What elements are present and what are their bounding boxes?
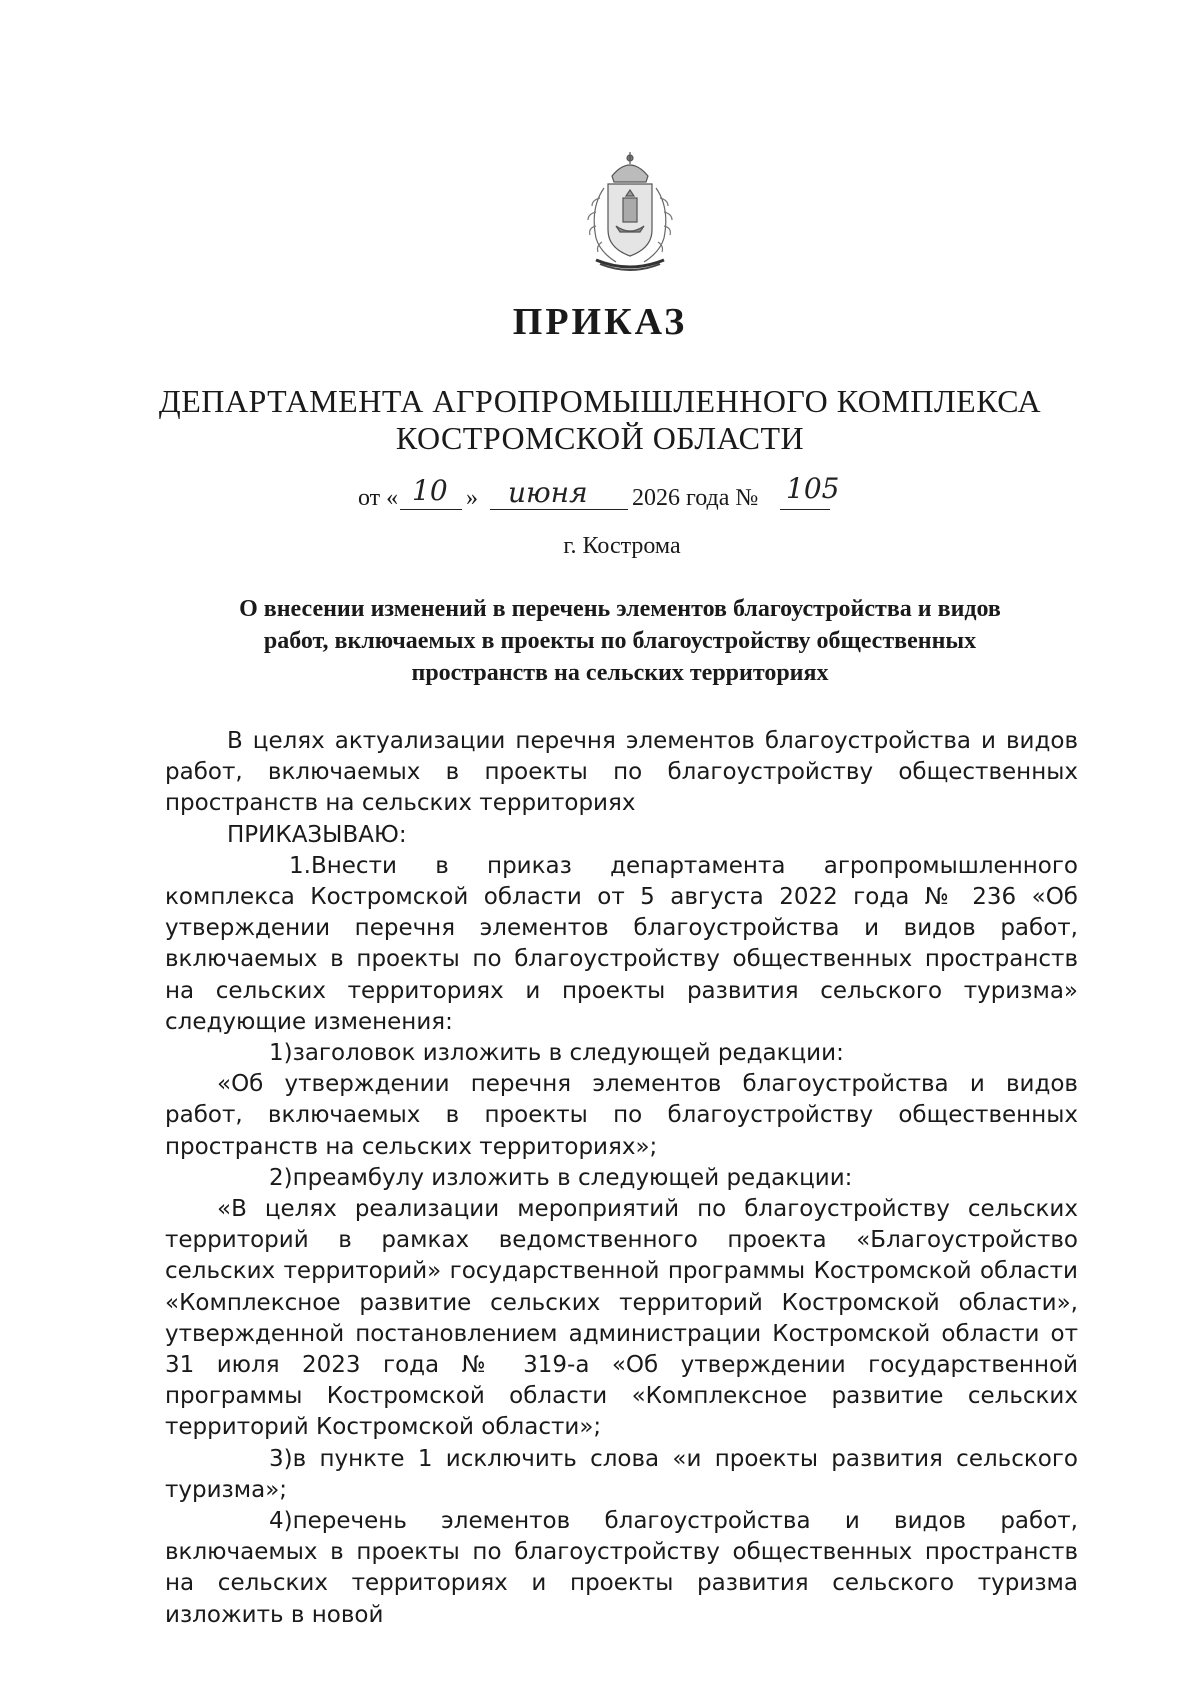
- subitem-3-number: 3): [269, 1445, 293, 1472]
- day-blank-line: [400, 509, 462, 510]
- item-1-number: 1.: [289, 852, 311, 879]
- item-1-paragraph: [165, 851, 1078, 1038]
- subitem-1-quote: «Об утверждении перечня элементов благоустройства и видов работ, включаемых в проекты по благоустройству общественных пространств на сельских территориях»;: [165, 1071, 1078, 1160]
- subitem-2-text: преамбулу изложить в следующей редакции:: [292, 1164, 853, 1191]
- item-1-text: Внести в приказ департамента агропромышленного комплекса Костромской области от 5 августа 2022 года № 236 «Об утверждении перечня элементов благоустройства и видов работ, включаемых в проекты по благоустройству общественных пространств на сельских территориях и проекты развития сельского туризма» следующие изменения:: [165, 852, 1078, 1035]
- city: г. Кострома: [563, 533, 681, 559]
- date-quote-close: »: [466, 485, 478, 511]
- subject-line: работ, включаемых в проекты по благоустройству общественных: [263, 628, 977, 654]
- month-blank-line: [490, 509, 628, 510]
- order-subject: [160, 593, 1080, 689]
- subitem-4-text: перечень элементов благоустройства и видов работ, включаемых в проекты по благоустройству общественных пространств на сельских территориях и проекты развития сельского туризма изложить в новой: [165, 1508, 1078, 1628]
- subitem-2-quote: «В целях реализации мероприятий по благоустройству сельских территорий в рамках ведомственного проекта «Благоустройство сельских территорий» государственной программы Костромской области «Комплексное развитие сельских территорий Костромской области», утвержденной постановлением администрации Костромской области от 31 июля 2023 года № 319-а «Об утверждении государственной программы Костромской области «Комплексное развитие сельских территорий Костромской области»;: [165, 1196, 1078, 1441]
- date-number-line: [358, 472, 958, 518]
- department-name-line-1: ДЕПАРТАМЕНТА АГРОПРОМЫШЛЕННОГО КОМПЛЕКСА: [158, 383, 1042, 419]
- subitem-4-paragraph: [165, 1506, 1078, 1631]
- subitem-3-paragraph: [165, 1444, 1078, 1506]
- kostroma-coat-of-arms-icon: [560, 148, 700, 278]
- subitem-4-number: 4): [269, 1508, 293, 1535]
- subitem-3-text: в пункте 1 исключить слова «и проекты развития сельского туризма»;: [165, 1445, 1078, 1503]
- handwritten-number: 105: [786, 472, 840, 505]
- subitem-2-number: 2): [269, 1164, 293, 1191]
- subitem-1-number: 1): [269, 1040, 293, 1067]
- year-and-number-label: 2026 года №: [632, 485, 759, 511]
- department-name-line-2: КОСТРОМСКОЙ ОБЛАСТИ: [395, 420, 805, 456]
- handwritten-day: 10: [412, 474, 448, 507]
- number-blank-line: [780, 509, 830, 510]
- order-word: ПРИКАЗЫВАЮ:: [227, 821, 407, 848]
- subitem-2-paragraph: [165, 1163, 1078, 1194]
- handwritten-month: июня: [508, 476, 588, 509]
- subitem-1-text: заголовок изложить в следующей редакции:: [292, 1040, 844, 1067]
- subitem-1-paragraph: [165, 1038, 1078, 1069]
- date-prefix: от «: [358, 485, 399, 511]
- order-body: [165, 726, 1078, 1631]
- subject-line: О внесении изменений в перечень элементов благоустройства и видов: [239, 596, 1001, 622]
- subject-line: пространств на сельских территориях: [411, 660, 829, 686]
- preamble-paragraph: В целях актуализации перечня элементов благоустройства и видов работ, включаемых в проекты по благоустройству общественных пространств на сельских территориях: [165, 728, 1078, 817]
- document-title: ПРИКАЗ: [512, 301, 688, 343]
